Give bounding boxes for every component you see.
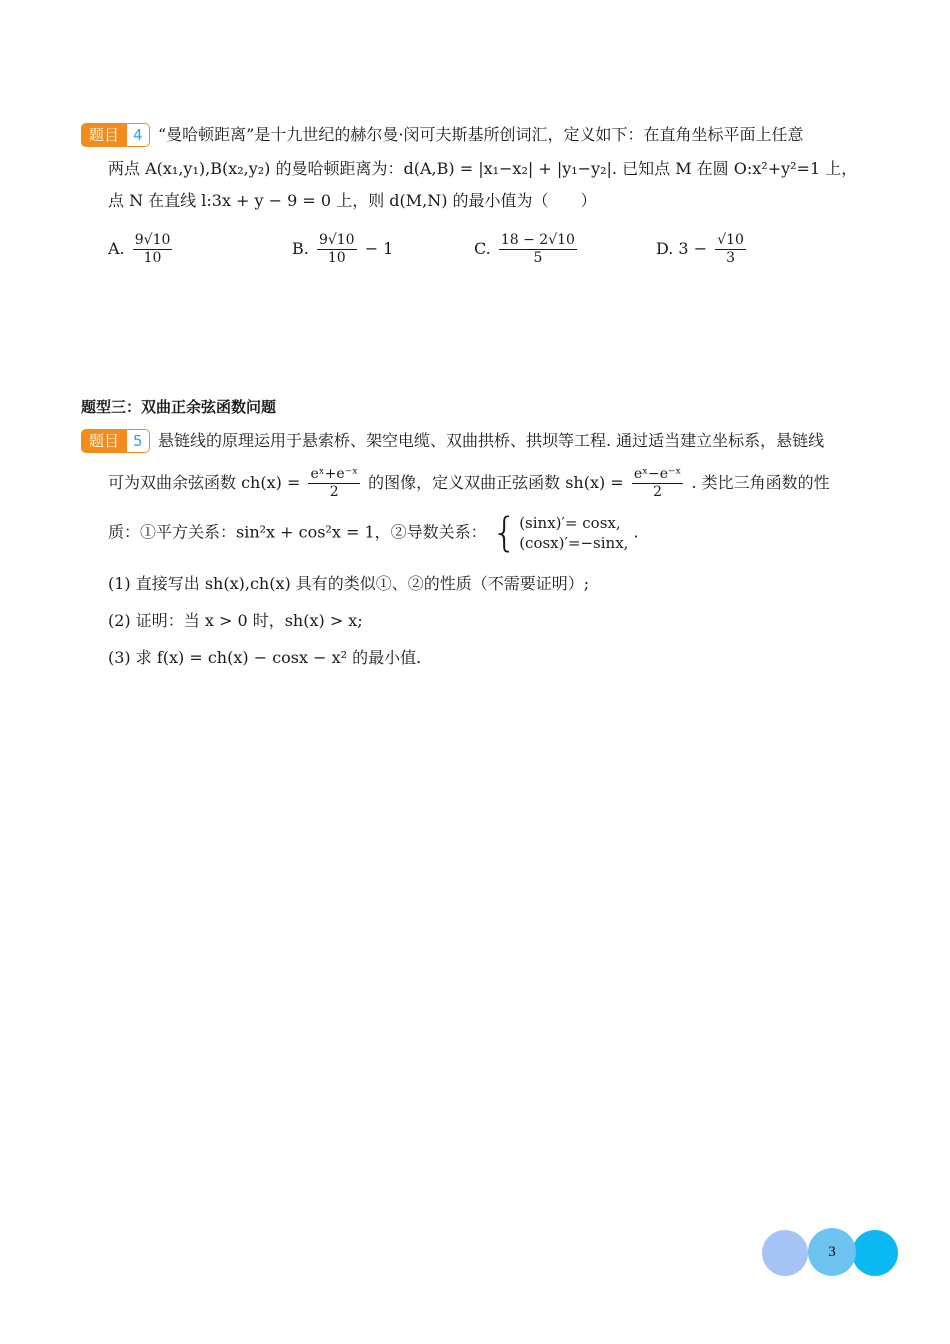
- option-label: B.: [292, 239, 309, 258]
- badge-number: 4: [127, 123, 150, 147]
- denominator: 10: [143, 250, 162, 266]
- denominator: 2: [653, 484, 663, 500]
- problem-4-line-2: 两点 A(x₁,y₁),B(x₂,y₂) 的曼哈顿距离为：d(A,B) = |x₁−x₂| + |y₁−y₂|. 已知点 M 在圆 O:x²+y²=1 上，: [108, 159, 858, 178]
- badge-label: 题目: [81, 123, 127, 147]
- page-number: [808, 1228, 856, 1276]
- problem-5-badge: [81, 429, 150, 453]
- question-1: (1) 直接写出 sh(x),ch(x) 具有的类似①、②的性质（不需要证明）;: [108, 574, 590, 593]
- option-b[interactable]: [292, 232, 393, 267]
- derivative-cases: [491, 510, 629, 556]
- footer-circle-right: [852, 1230, 898, 1276]
- badge-number: 5: [127, 429, 150, 453]
- line-text: . 类比三角函数的性: [691, 473, 830, 492]
- problem-4-line-3: 点 N 在直线 l:3x + y − 9 = 0 上，则 d(M,N) 的最小值为（ ）: [108, 191, 597, 210]
- problem-5-line-3: [108, 510, 639, 556]
- option-label: D. 3 −: [656, 239, 708, 258]
- option-fraction: [133, 232, 173, 267]
- page-number-text: 3: [828, 1243, 836, 1260]
- option-a[interactable]: [108, 232, 175, 267]
- sh-fraction: [632, 466, 684, 501]
- option-fraction: [499, 232, 577, 267]
- case-row: (sinx)′= cosx,: [519, 514, 621, 532]
- numerator: √10: [717, 232, 744, 248]
- numerator: 9√10: [134, 232, 171, 248]
- option-fraction: [715, 232, 746, 267]
- footer-circle-left: [762, 1230, 808, 1276]
- question-3: (3) 求 f(x) = ch(x) − cosx − x² 的最小值.: [108, 648, 422, 667]
- problem-4-line-1: “曼哈顿距离”是十九世纪的赫尔曼·闵可夫斯基所创词汇，定义如下：在直角坐标平面上任意: [158, 125, 804, 144]
- problem-4-badge: [81, 123, 150, 147]
- badge-label: 题目: [81, 429, 127, 453]
- case-row: (cosx)′=−sinx,: [519, 534, 629, 552]
- line-text: 的图像，定义双曲正弦函数 sh(x) =: [368, 473, 624, 492]
- section-title: 题型三：双曲正余弦函数问题: [81, 398, 277, 416]
- denominator: 10: [327, 250, 346, 266]
- ch-fraction: [308, 466, 360, 501]
- problem-5-line-1: 悬链线的原理运用于悬索桥、架空电缆、双曲拱桥、拱坝等工程. 通过适当建立坐标系，悬链线: [158, 431, 825, 450]
- denominator: 2: [329, 484, 339, 500]
- numerator: 18 − 2√10: [500, 232, 575, 248]
- option-d[interactable]: [656, 232, 749, 267]
- denominator: 3: [726, 250, 736, 266]
- option-label: A.: [108, 239, 125, 258]
- line-text: .: [633, 522, 639, 542]
- brace-icon: {: [491, 510, 518, 556]
- line-text: 可为双曲余弦函数 ch(x) =: [108, 473, 301, 492]
- denominator: 5: [533, 250, 543, 266]
- numerator: eˣ+e⁻ˣ: [310, 466, 359, 482]
- line-text: 质：①平方关系：sin²x + cos²x = 1，②导数关系：: [108, 522, 487, 542]
- option-label: C.: [474, 239, 491, 258]
- option-tail: − 1: [364, 239, 394, 258]
- problem-5-line-2: [108, 466, 830, 501]
- numerator: 9√10: [318, 232, 355, 248]
- numerator: eˣ−e⁻ˣ: [633, 466, 682, 482]
- question-2: (2) 证明：当 x > 0 时，sh(x) > x;: [108, 611, 363, 630]
- option-fraction: [317, 232, 357, 267]
- option-c[interactable]: [474, 232, 580, 267]
